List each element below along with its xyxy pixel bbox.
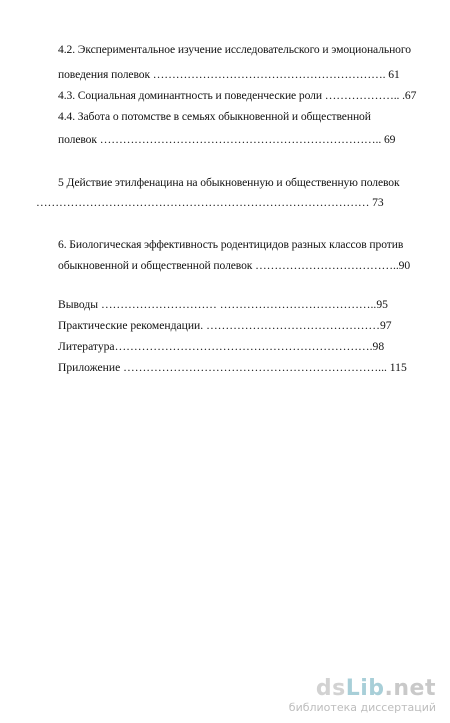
dslib-logo [289, 677, 436, 701]
toc-entry-appendix: Приложение …………………………………………………………... 115 [58, 361, 407, 374]
toc-entry-5-line2: …………………………………………………………………………… 73 [36, 196, 384, 209]
toc-entry-literature: Литература………………………………………………………….98 [58, 340, 385, 353]
toc-entry-4-3: 4.3. Социальная доминантность и поведенческие роли ……………….. .67 [58, 89, 417, 102]
logo-net: .net [384, 676, 436, 701]
toc-entry-recommendations: Практические рекомендации. ………………………………………97 [58, 319, 392, 332]
logo-ds: ds [315, 676, 346, 701]
toc-entry-5-line1: 5 Действие этилфенацина на обыкновенную и общественную полевок [58, 176, 400, 189]
dslib-watermark [289, 677, 436, 715]
toc-entry-4-4-line1: 4.4. Забота о потомстве в семьях обыкновенной и общественной [58, 110, 371, 123]
logo-lib: Lib [345, 676, 385, 701]
watermark-subtitle: библиотека диссертаций [288, 701, 436, 714]
toc-entry-6-line2: обыкновенной и общественной полевок ………………………………..90 [58, 259, 411, 272]
toc-entry-4-2-line1: 4.2. Экспериментальное изучение исследовательского и эмоционального [58, 43, 411, 56]
toc-entry-4-2-line2: поведения полевок ……………………………………………………. 61 [58, 68, 400, 81]
toc-entry-4-4-line2: полевок ……………………………………………………………….. 69 [58, 133, 396, 146]
toc-entry-conclusions: Выводы ………………………… …………………………………..95 [58, 298, 388, 311]
toc-entry-6-line1: 6. Биологическая эффективность родентицидов разных классов против [58, 238, 404, 251]
